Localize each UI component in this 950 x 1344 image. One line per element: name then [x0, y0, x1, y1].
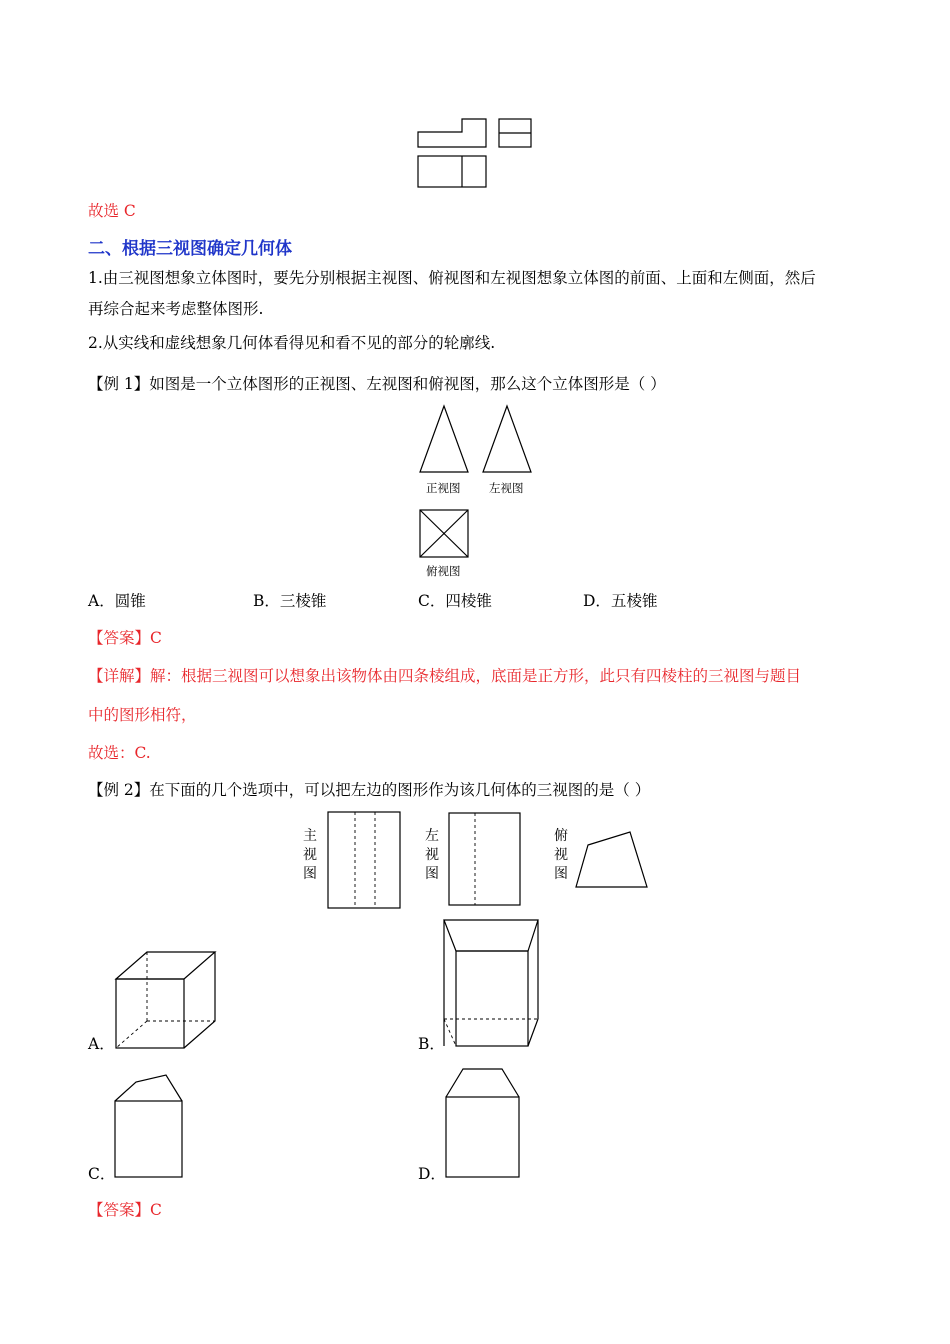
example-1-text: 如图是一个立体图形的正视图、左视图和俯视图，那么这个立体图形是（ ）	[149, 375, 666, 393]
main-view-caption: 主视图	[303, 828, 317, 882]
example-1-label: 【例 1】	[88, 375, 150, 393]
example-1-detail-line-1: 【详解】解：根据三视图可以想象出该物体由四条棱组成，底面是正方形，此只有四棱柱的三视图与题目	[88, 667, 802, 685]
option-b-label: B．	[418, 1035, 445, 1053]
example-2-text: 在下面的几个选项中，可以把左边的图形作为该几何体的三视图的是（ ）	[149, 781, 651, 799]
example-1-detail-line-2: 中的图形相符，	[88, 706, 197, 724]
point-1-line-2: 再综合起来考虑整体图形.	[88, 300, 264, 318]
option-a: A．圆锥	[88, 592, 146, 610]
example-2-label: 【例 2】	[88, 781, 150, 799]
point-1-line-1: 1.由三视图想象立体图时，要先分别根据主视图、俯视图和左视图想象立体图的前面、上面和左侧面，然后	[88, 269, 816, 287]
option-c-label: C．	[88, 1165, 116, 1183]
option-b: B．三棱锥	[253, 592, 327, 610]
front-view-caption: 正视图	[426, 481, 461, 495]
example-1-answer: 【答案】C	[88, 629, 162, 647]
section-heading: 二、根据三视图确定几何体	[88, 239, 292, 259]
option-d: D．五棱锥	[583, 592, 658, 610]
example-1-conclusion: 故选：C.	[88, 744, 151, 762]
option-a-label: A．	[88, 1035, 115, 1053]
top-view-caption-2: 俯视图	[554, 828, 568, 882]
left-view-caption: 左视图	[489, 481, 524, 495]
previous-answer: 故选 C	[88, 202, 136, 220]
option-d-label: D．	[418, 1165, 446, 1183]
point-2: 2.从实线和虚线想象几何体看得见和看不见的部分的轮廓线.	[88, 334, 496, 352]
top-view-caption: 俯视图	[426, 564, 461, 578]
example-2-answer: 【答案】C	[88, 1201, 162, 1219]
option-c: C．四棱锥	[418, 592, 492, 610]
left-view-caption-2: 左视图	[425, 828, 439, 882]
